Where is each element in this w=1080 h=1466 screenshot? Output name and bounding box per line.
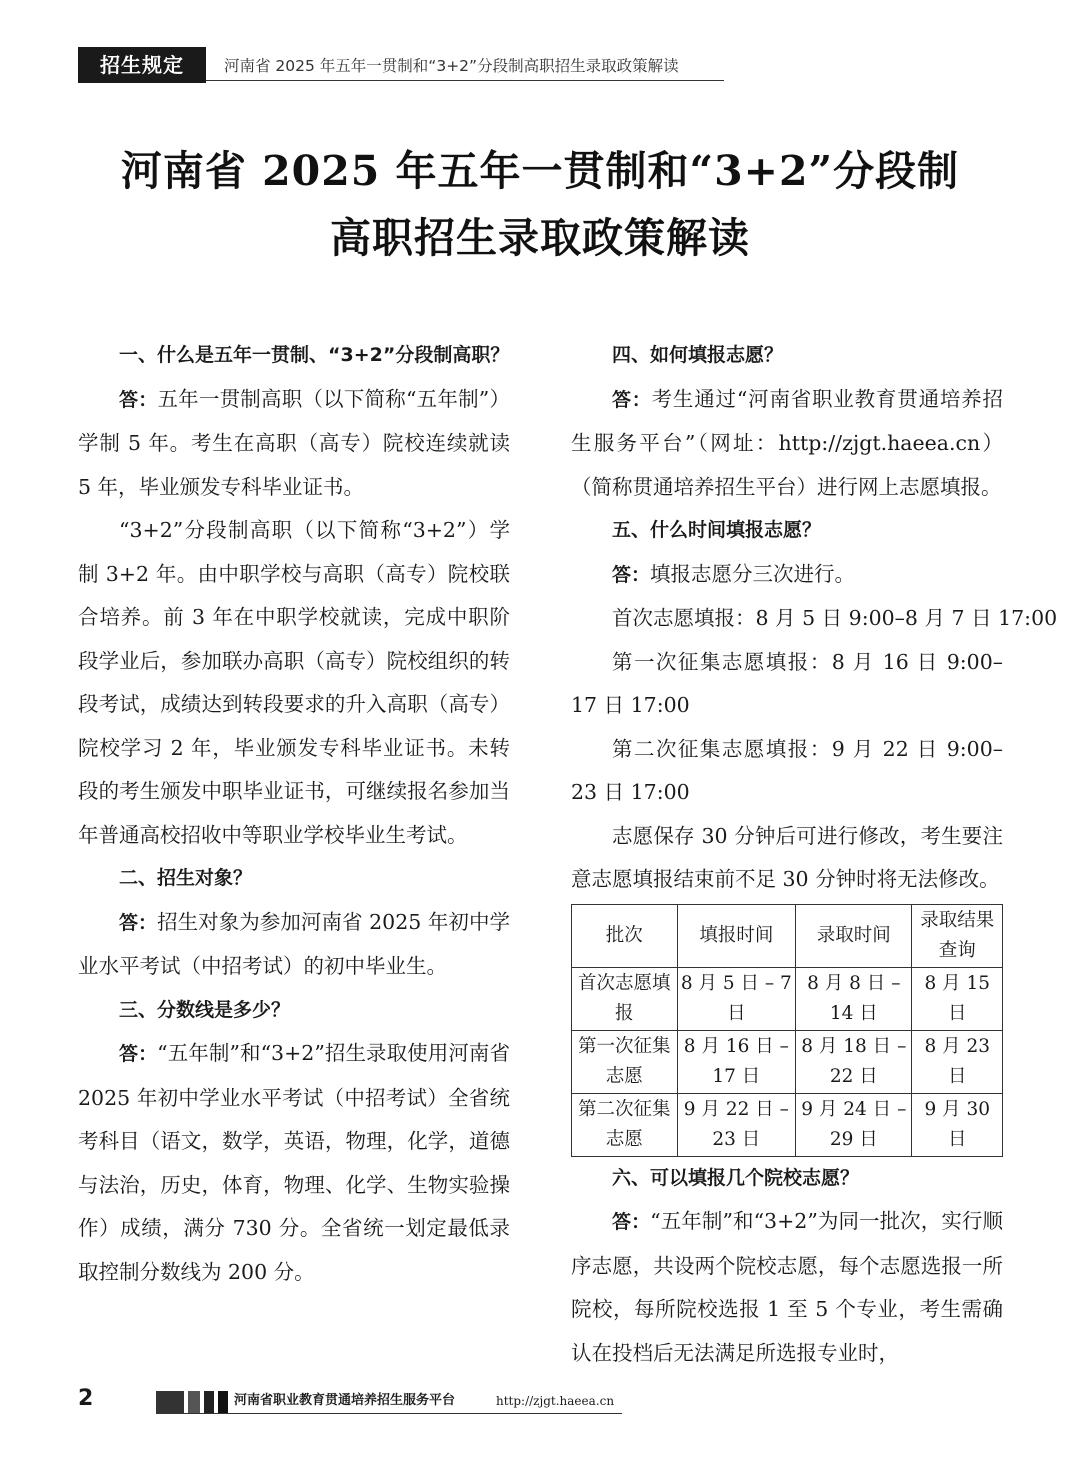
footer-bar (188, 1391, 200, 1413)
table-cell: 8 月 5 日 – 7 日 (677, 967, 796, 1030)
article-title-line-1: 河南省 2025 年五年一贯制和“3+2”分段制 (120, 147, 960, 195)
footer-rule (156, 1413, 622, 1414)
running-header (78, 47, 724, 83)
table-header-cell: 录取结果查询 (912, 904, 1003, 967)
table-cell: 8 月 8 日 – 14 日 (796, 967, 912, 1030)
schedule-first: 首次志愿填报：8 月 5 日 9:00–8 月 7 日 17:00 (612, 606, 1058, 630)
footer-bar (156, 1391, 184, 1413)
table-row (572, 967, 1003, 1030)
answer-label: 答： (119, 911, 158, 934)
table-row (572, 1093, 1003, 1156)
question-5: 五、什么时间填报志愿？ (612, 519, 822, 541)
table-cell: 9 月 24 日 – 29 日 (796, 1093, 912, 1156)
page-number: 2 (78, 1386, 94, 1411)
answer-6-text: “五年制”和“3+2”为同一批次，实行顺序志愿，共设两个院校志愿，每个志愿选报一所院校，每所院校选报 1 至 5 个专业，考生需确认在投档后无法满足所选报专业时， (571, 1209, 1003, 1365)
table-cell: 8 月 23 日 (912, 1030, 1003, 1093)
footer-bar (204, 1391, 214, 1413)
answer-1-paragraph-2: “3+2”分段制高职（以下简称“3+2”）学制 3+2 年。由中职学校与高职（高专）院校联合培养。前 3 年在中职学校就读，完成中职阶段学业后，参加联办高职（高专）院校组织的转段考试，成绩达到转段要求的升入高职（高专）院校学习 2 年，毕业颁发专科毕业证书。未转段的考生颁发中职毕业证书，可继续报名参加当年普通高校招收中等职业学校毕业生考试。 (78, 518, 510, 847)
question-6: 六、可以填报几个院校志愿？ (612, 1166, 860, 1189)
table-cell: 首次志愿填报 (572, 967, 678, 1030)
article-title-line-2: 高职招生录取政策解读 (330, 214, 750, 262)
running-title: 河南省 2025 年五年一贯制和“3+2”分段制高职招生录取政策解读 (224, 57, 679, 75)
answer-2-text: 招生对象为参加河南省 2025 年初中学业水平考试（中招考试）的初中毕业生。 (78, 909, 510, 978)
table-cell: 8 月 18 日 – 22 日 (796, 1030, 912, 1093)
answer-label: 答： (612, 563, 651, 586)
footer-platform-name: 河南省职业教育贯通培养招生服务平台 (234, 1393, 456, 1408)
table-cell: 8 月 16 日 – 17 日 (677, 1030, 796, 1093)
table-header-row (572, 904, 1003, 967)
schedule-second: 第一次征集志愿填报：8 月 16 日 9:00–17 日 17:00 (571, 649, 1003, 717)
table-header-cell: 录取时间 (796, 904, 912, 967)
table-row (572, 1030, 1003, 1093)
answer-5-text: 填报志愿分三次进行。 (650, 561, 856, 586)
section-tag: 招生规定 (78, 47, 206, 83)
answer-6 (571, 1200, 1003, 1375)
question-1: 一、什么是五年一贯制、“3+2”分段制高职？ (119, 344, 510, 366)
table-header-cell: 填报时间 (677, 904, 796, 967)
header-rule (206, 80, 724, 81)
table-cell: 9 月 22 日 – 23 日 (677, 1093, 796, 1156)
answer-label: 答： (119, 388, 158, 411)
table-cell: 8 月 15 日 (912, 967, 1003, 1030)
answer-5 (571, 553, 1003, 598)
answer-3 (78, 1032, 510, 1294)
table-header-cell: 批次 (572, 904, 678, 967)
modification-note: 志愿保存 30 分钟后可进行修改，考生要注意志愿填报结束前不足 30 分钟时将无法修改。 (571, 823, 1003, 891)
table-cell: 第一次征集志愿 (572, 1030, 678, 1093)
right-column (571, 334, 1058, 1375)
answer-1-text: 五年一贯制高职（以下简称“五年制”）学制 5 年。考生在高职（高专）院校连续就读 5 年，毕业颁发专科毕业证书。 (78, 386, 510, 499)
answer-3-text: “五年制”和“3+2”招生录取使用河南省 2025 年初中学业水平考试（中招考试）全省统考科目（语文，数学，英语，物理，化学，道德与法治，历史，体育，物理、化学、生物实验操作）成绩，满分 730 分。全省统一划定最低录取控制分数线为 200 分。 (78, 1041, 510, 1284)
answer-1 (78, 378, 510, 510)
question-2: 二、招生对象？ (119, 867, 253, 889)
answer-4-text: 考生通过“河南省职业教育贯通培养招生服务平台”（网址：http://zjgt.haeea.cn）（简称贯通培养招生平台）进行网上志愿填报。 (571, 386, 1003, 499)
question-4: 四、如何填报志愿？ (612, 344, 784, 366)
schedule-third: 第二次征集志愿填报：9 月 22 日 9:00–23 日 17:00 (571, 736, 1003, 804)
footer-bar (218, 1391, 228, 1413)
answer-4 (571, 378, 1003, 510)
question-3: 三、分数线是多少？ (119, 998, 291, 1021)
answer-label: 答： (612, 1211, 651, 1233)
footer-url: http://zjgt.haeea.cn (496, 1394, 615, 1408)
schedule-table (571, 904, 1003, 1157)
answer-label: 答： (612, 388, 652, 411)
answer-label: 答： (119, 1043, 158, 1065)
left-column (78, 334, 510, 1294)
table-cell: 9 月 30 日 (912, 1093, 1003, 1156)
answer-2 (78, 901, 510, 989)
table-cell: 第二次征集志愿 (572, 1093, 678, 1156)
